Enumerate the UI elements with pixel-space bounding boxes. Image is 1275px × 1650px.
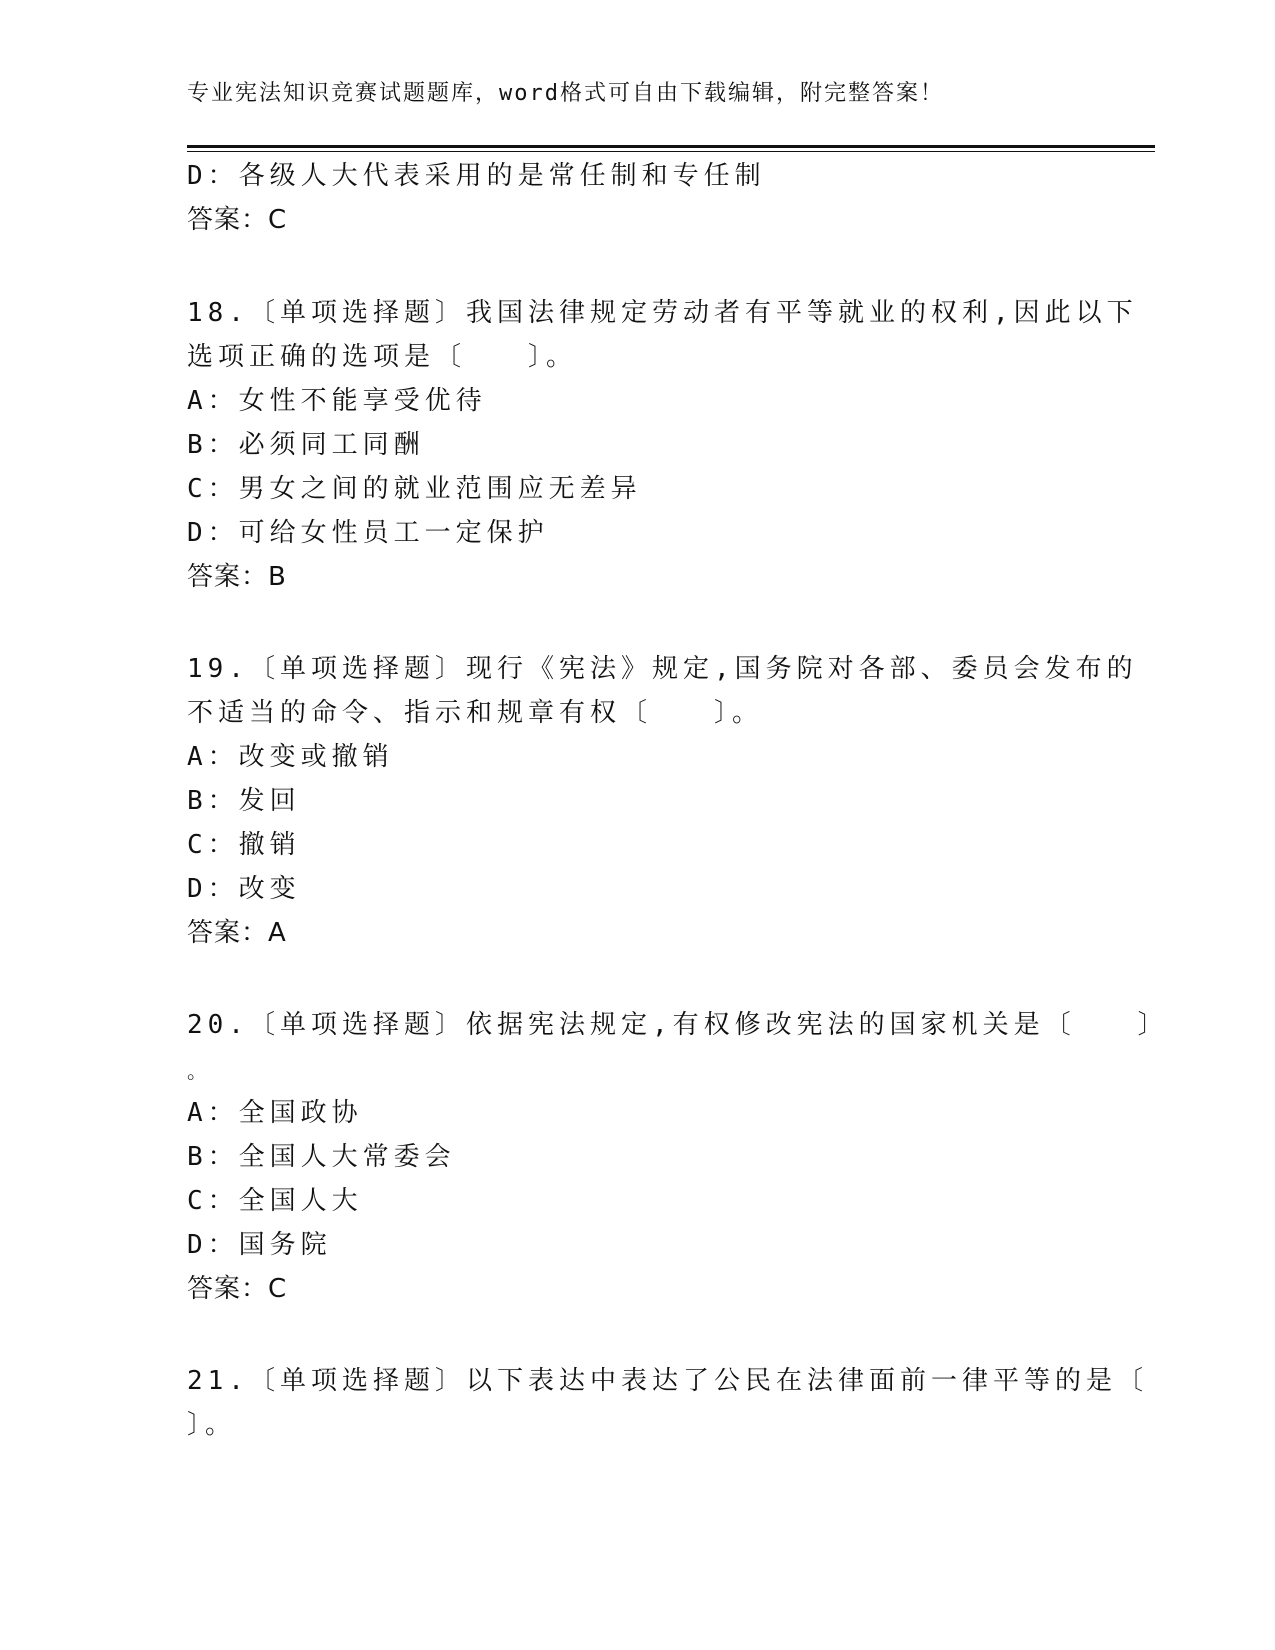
answer: 答案：C [187, 1274, 288, 1304]
question-stem-line: 21.〔单项选择题〕以下表达中表达了公民在法律面前一律平等的是〔 [187, 1366, 1148, 1396]
question-stem-line: 〕。 [187, 1410, 237, 1440]
option-c: C：男女之间的就业范围应无差异 [187, 474, 642, 504]
answer: 答案：A [187, 918, 287, 948]
question-stem-line: 。 [187, 1059, 212, 1083]
option-d: D：国务院 [187, 1230, 332, 1260]
option-d: D：改变 [187, 874, 301, 904]
question-stem-line: 19.〔单项选择题〕现行《宪法》规定,国务院对各部、委员会发布的 [187, 654, 1138, 684]
question-stem-line: 选项正确的选项是〔 〕。 [187, 342, 578, 372]
answer: 答案：B [187, 562, 287, 592]
carry-over-option-d: D：各级人大代表采用的是常任制和专任制 [187, 161, 766, 191]
option-b: B：发回 [187, 786, 301, 816]
question-stem-line: 18.〔单项选择题〕我国法律规定劳动者有平等就业的权利,因此以下 [187, 298, 1138, 328]
option-d: D：可给女性员工一定保护 [187, 518, 549, 548]
option-b: B：全国人大常委会 [187, 1142, 456, 1172]
option-a: A：全国政协 [187, 1098, 363, 1128]
option-c: C：撤销 [187, 830, 301, 860]
header-rule [187, 145, 1155, 152]
option-a: A：改变或撤销 [187, 742, 394, 772]
carry-over-answer: 答案：C [187, 205, 288, 235]
option-c: C：全国人大 [187, 1186, 363, 1216]
option-b: B：必须同工同酬 [187, 430, 425, 460]
page-header: 专业宪法知识竞赛试题题库，word格式可自由下载编辑，附完整答案！ [187, 81, 944, 106]
question-stem-line: 不适当的命令、指示和规章有权〔 〕。 [187, 698, 764, 728]
question-stem-line: 20.〔单项选择题〕依据宪法规定,有权修改宪法的国家机关是〔 〕 [187, 1010, 1169, 1040]
option-a: A：女性不能享受优待 [187, 386, 487, 416]
